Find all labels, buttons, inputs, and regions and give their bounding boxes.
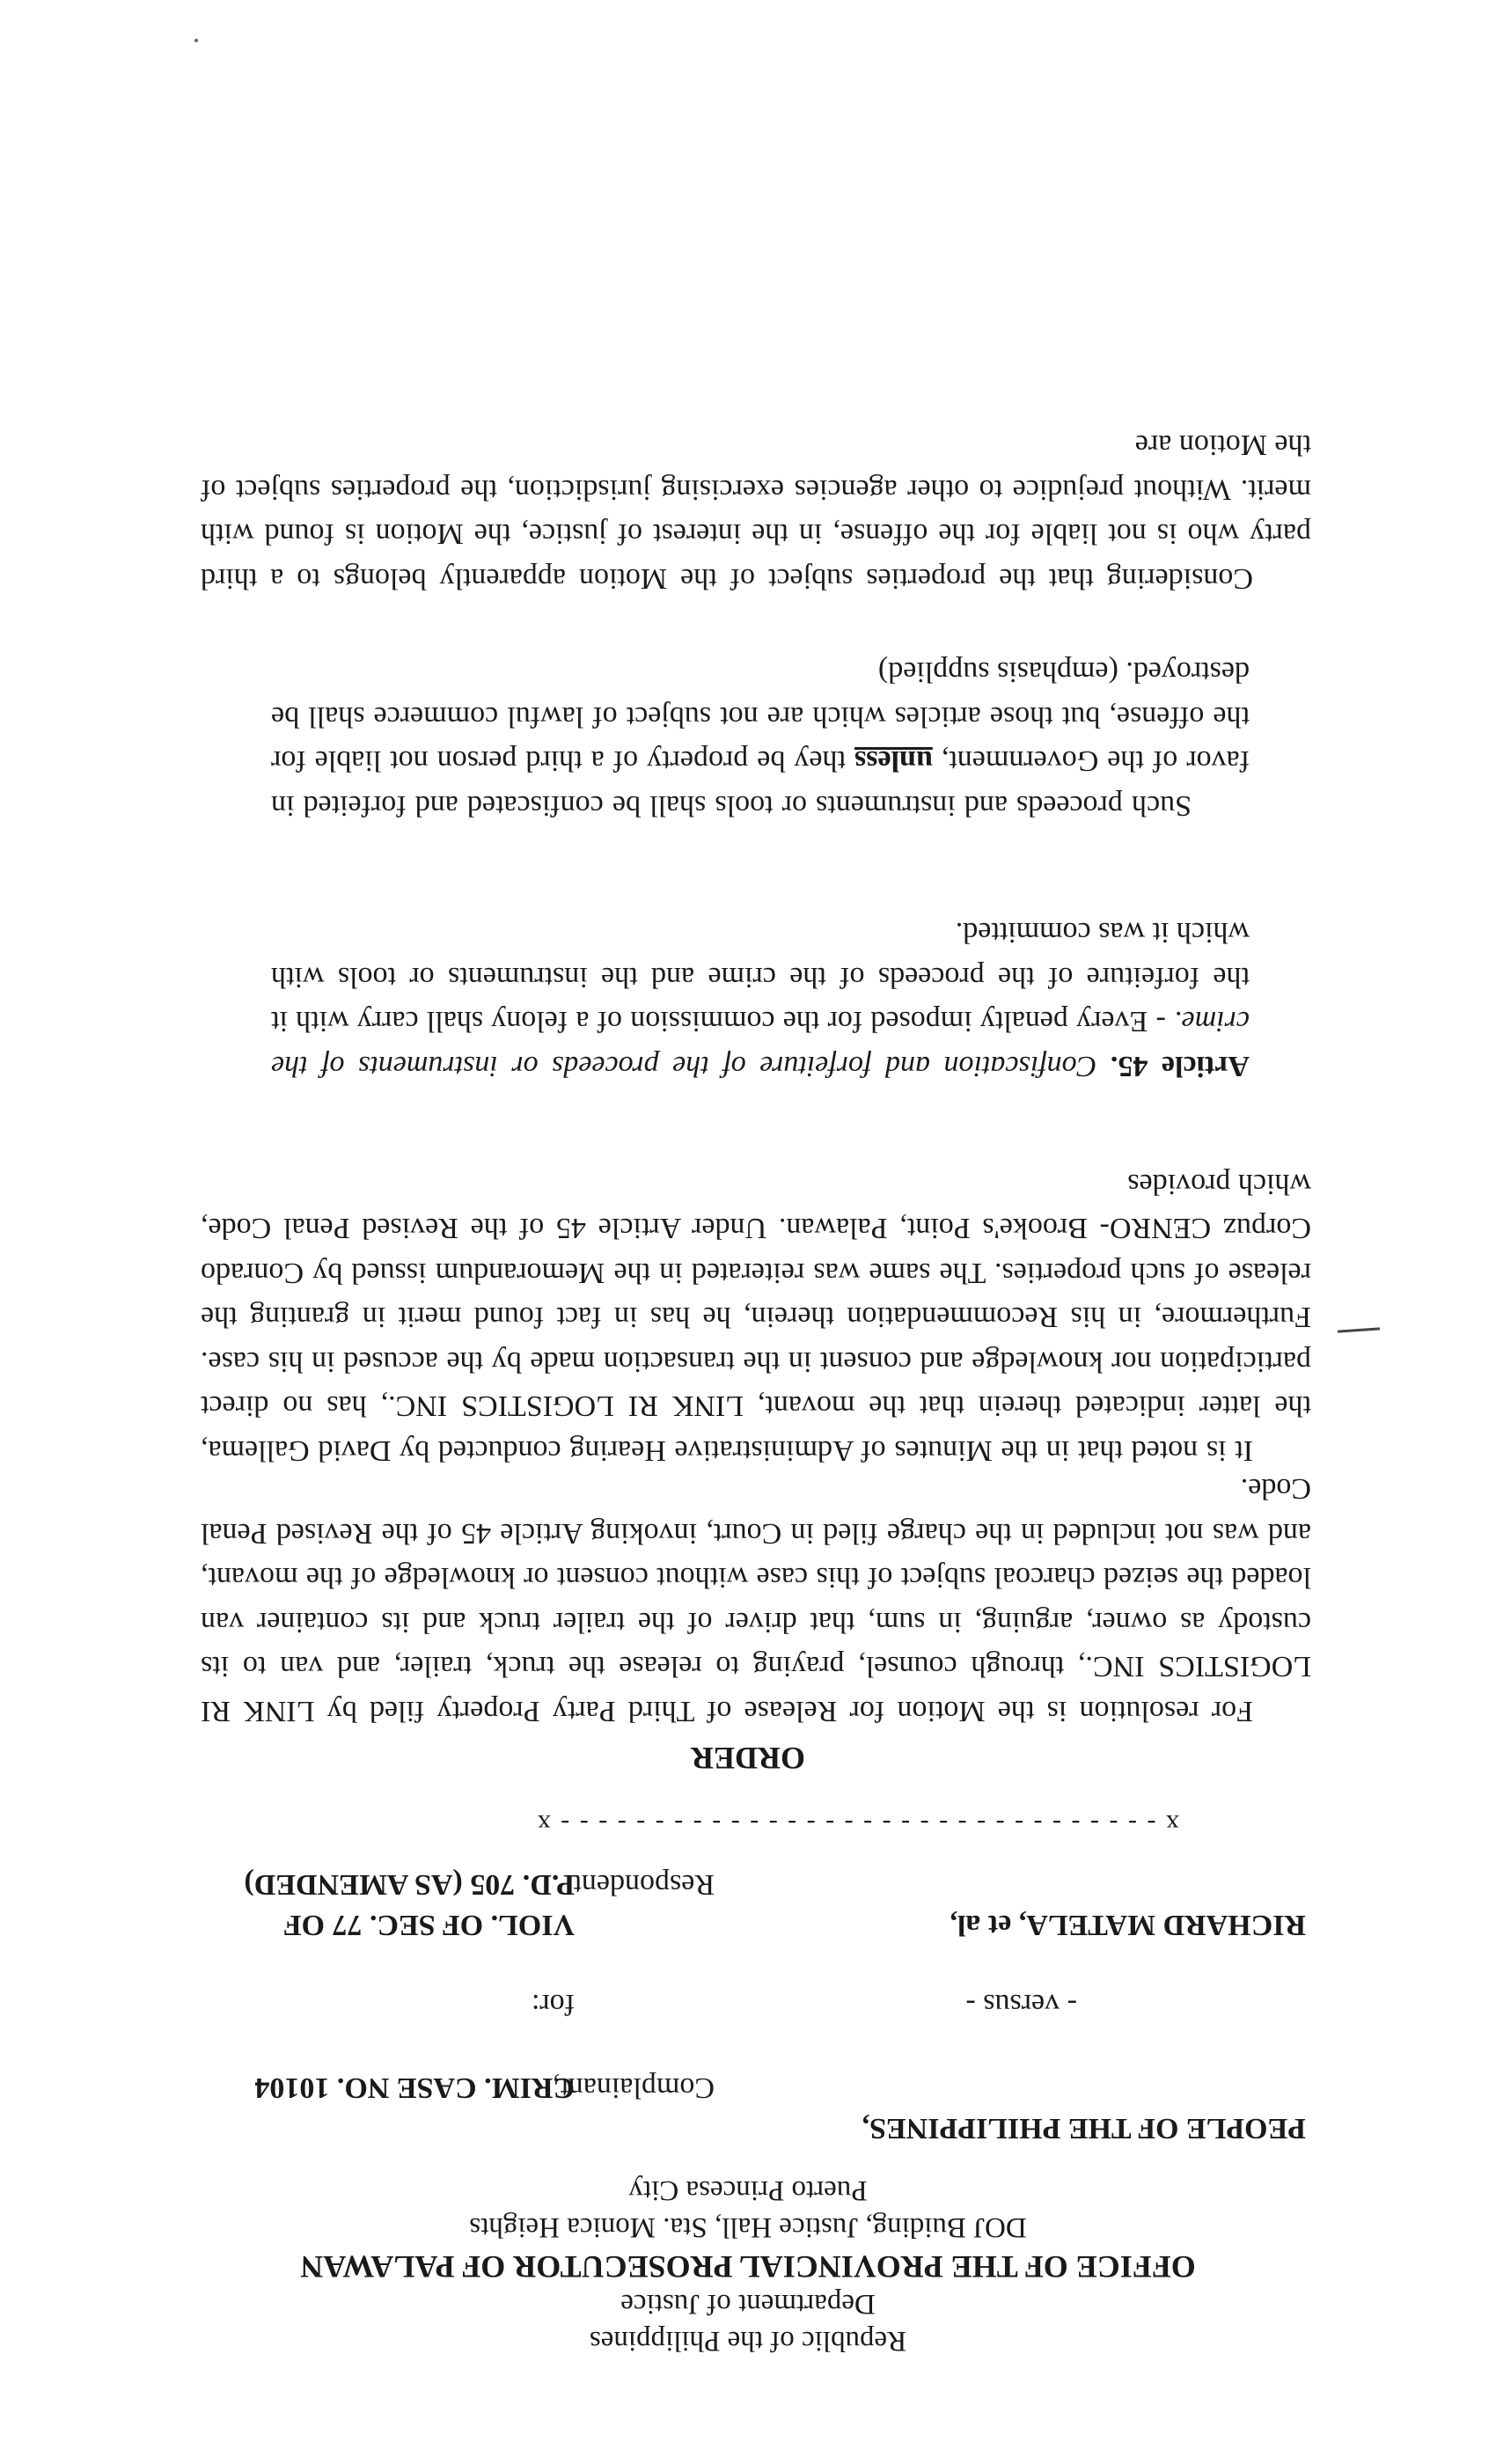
complainant-name: PEOPLE OF THE PHILIPPINES,: [862, 2112, 1306, 2145]
paragraph-resolution: [201, 1466, 1311, 1733]
paragraph-considering-text: Considering that the properties subject of the Motion apparently belongs to a third party who is not liable for the offense, in the interest of justice, the Motion is found with merit. Without prejudice to other agencies exercising jurisdiction, the properties subject of the Motion are: [201, 429, 1311, 595]
article-45-emphasis: unless: [854, 744, 933, 778]
scan-smudge-mark: [1338, 1327, 1380, 1332]
order-title: ORDER: [691, 1741, 806, 1776]
article-45-title: Confiscation and forfeiture of the proceeds or instruments of the crime.: [271, 1005, 1250, 1082]
header-office: OFFICE OF THE PROVINCIAL PROSECUTOR OF PALAWAN: [300, 2249, 1196, 2284]
caption-divider: x - - - - - - - - - - - - - - - - - - - - - - - - - - - - - - - - x: [535, 1809, 1179, 1838]
article-45-second-after: they be property of a third person not liable for the offense, but those articles which are not subject of lawful commerce shall be destroyed. (emphasis supplied): [271, 656, 1250, 778]
header-department: Department of Justice: [620, 2288, 876, 2320]
paragraph-considering: [201, 422, 1311, 600]
article-45-label: Article 45.: [1110, 1050, 1250, 1082]
charge-line-2: P.D. 705 (AS AMENDED): [244, 1868, 575, 1901]
respondent-name: RICHARD MATELA, et al,: [950, 1909, 1306, 1941]
paragraph-noted-text: It is noted that in the Minutes of Administrative Hearing conducted by David Gallema, the latter indicated therein that the movant, LINK RI LOGISTICS INC., has no direct participation nor knowledge and consent in the transaction made by the accused in his case. Furthermore, in his Recommendation therein, he has in fact found merit in granting the release of such properties. The same was reiterated in the Memorandum issued by Conrado Corpuz CENRO- Brooke's Point, Palawan. Under Article 45 of the Revised Penal Code, which provides: [201, 1168, 1311, 1467]
article-45-second-before: Such proceeds and instruments or tools shall be confiscated and forfeited in favor of the Government,: [271, 744, 1250, 822]
header-city: Puerto Princesa City: [628, 2174, 868, 2206]
article-45-body: - Every penalty imposed for the commission of a felony shall carry with it the forfeiture of the proceeds of the crime and the instruments or tools with which it was committed.: [271, 916, 1250, 1038]
charge-line-1: VIOL. OF SEC. 77 OF: [282, 1909, 575, 1941]
complainant-role: Complainant,: [552, 2072, 715, 2104]
article-45-quote: [271, 910, 1250, 1088]
respondent-role: Respondent.: [565, 1868, 715, 1901]
versus-label: - versus -: [965, 1988, 1077, 2020]
paragraph-resolution-text: For resolution is the Motion for Release of Third Party Property filed by LINK RI LOGISTICS INC., through counsel, praying to release the truck, trailer, and van to its custody as owner, arguing, in sum, that driver of the trailer truck and its container van loaded the seized charcoal subject of this case without consent or knowledge of the movant, and was not included in the charge filed in Court, invoking Article 45 of the Revised Penal Code.: [201, 1472, 1311, 1727]
header-building: DOJ Buiding, Justice Hall, Sta. Monica Heights: [469, 2211, 1027, 2243]
header-republic: Republic of the Philippines: [589, 2325, 907, 2357]
for-label: for:: [531, 1988, 575, 2020]
paragraph-noted: [201, 1162, 1311, 1473]
case-number: CRIM. CASE NO. 10104: [254, 2072, 575, 2104]
scan-speck: [194, 39, 198, 42]
article-45-second-paragraph: [271, 649, 1250, 827]
